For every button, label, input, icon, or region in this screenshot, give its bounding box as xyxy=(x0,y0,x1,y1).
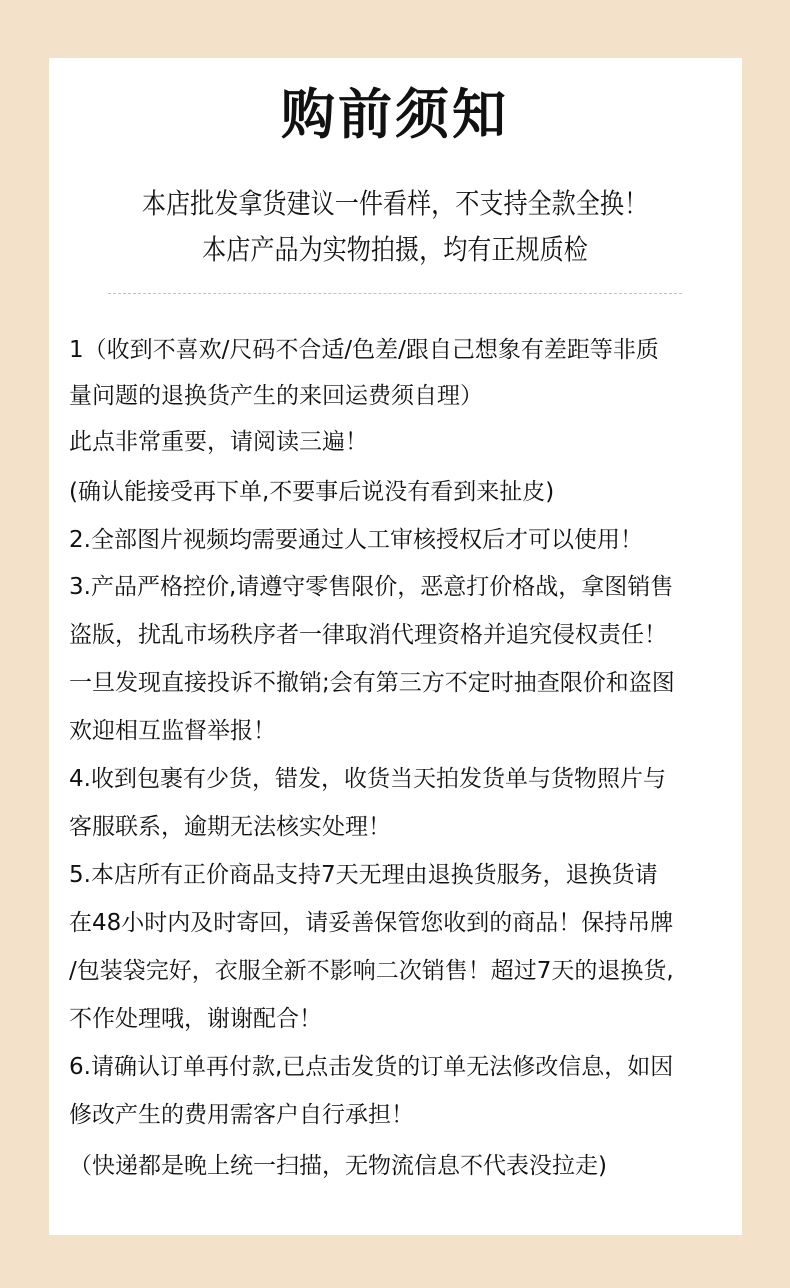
notice-line: /包装袋完好，衣服全新不影响二次销售！超过7天的退换货, xyxy=(69,958,674,984)
page-title: 购前须知 xyxy=(281,83,509,146)
notice-line: 1（收到不喜欢/尺码不合适/色差/跟自己想象有差距等非质 xyxy=(69,337,659,363)
notice-line: 6.请确认订单再付款,已点击发货的订单无法修改信息，如因 xyxy=(69,1054,674,1080)
notice-line: （快递都是晚上统一扫描，无物流信息不代表没拉走) xyxy=(69,1153,607,1179)
dashed-divider xyxy=(108,293,682,294)
notice-line: 修改产生的费用需客户自行承担！ xyxy=(69,1102,414,1128)
notice-line: 在48小时内及时寄回，请妥善保管您收到的商品！保持吊牌 xyxy=(69,910,674,936)
notice-line: 一旦发现直接投诉不撤销;会有第三方不定时抽查限价和盗图 xyxy=(69,670,675,696)
notice-line: 5.本店所有正价商品支持7天无理由退换货服务，退换货请 xyxy=(69,862,658,888)
subtitle-quality: 本店产品为实物拍摄，均有正规质检 xyxy=(202,233,588,266)
subtitle-wholesale: 本店批发拿货建议一件看样，不支持全款全换！ xyxy=(141,187,649,220)
notice-line: 不作处理哦，谢谢配合！ xyxy=(69,1006,322,1032)
notice-line: (确认能接受再下单,不要事后说没有看到来扯皮) xyxy=(69,479,555,505)
notice-line: 2.全部图片视频均需要通过人工审核授权后才可以使用！ xyxy=(69,527,643,553)
notice-line: 欢迎相互监督举报！ xyxy=(69,718,276,744)
notice-line: 4.收到包裹有少货，错发，收货当天拍发货单与货物照片与 xyxy=(69,766,666,792)
notice-line: 量问题的退换货产生的来回运费须自理） xyxy=(69,383,483,409)
notice-line: 盗版，扰乱市场秩序者一律取消代理资格并追究侵权责任！ xyxy=(69,622,667,648)
notice-line: 3.产品严格控价,请遵守零售限价，恶意打价格战，拿图销售 xyxy=(69,574,674,600)
notice-line: 客服联系，逾期无法核实处理！ xyxy=(69,814,391,840)
notice-line: 此点非常重要，请阅读三遍！ xyxy=(69,429,368,455)
